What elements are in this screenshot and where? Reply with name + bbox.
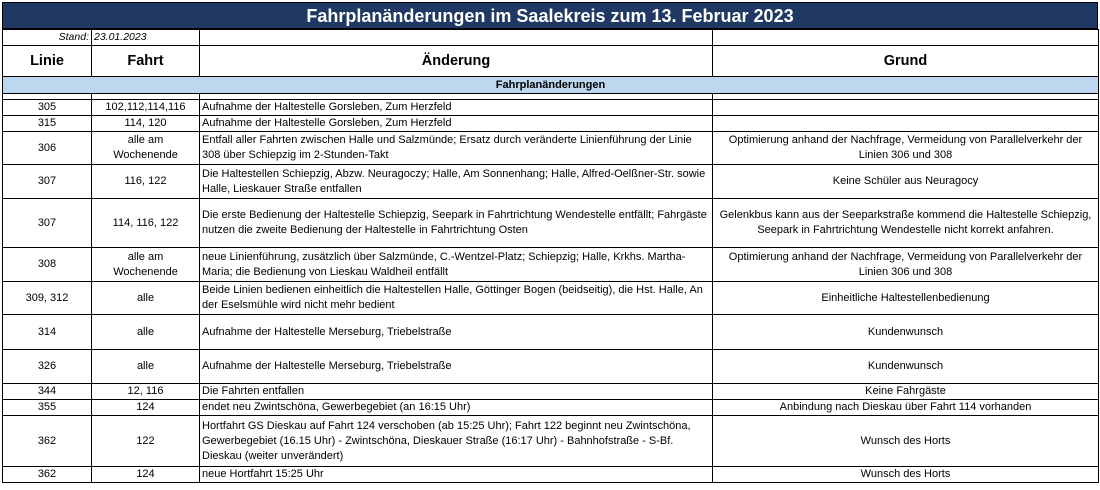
cell-aenderung: Die Haltestellen Schiepzig, Abzw. Neuragoczy; Halle, Am Sonnenhang; Halle, Alfred-Oelßner-Str. sowie Halle, Lieskauer Straße entfallen bbox=[200, 165, 713, 199]
cell-fahrt: alle bbox=[92, 315, 200, 350]
cell-fahrt: 124 bbox=[92, 467, 200, 483]
table-row bbox=[3, 350, 1099, 384]
cell-aenderung: Aufnahme der Haltestelle Merseburg, Triebelstraße bbox=[200, 315, 713, 350]
section-label: Fahrplanänderungen bbox=[3, 77, 1099, 94]
cell-aenderung: Hortfahrt GS Dieskau auf Fahrt 124 verschoben (ab 15:25 Uhr); Fahrt 122 beginnt neu Zwintschöna, Gewerbegebiet (16.15 Uhr) - Zwintschöna, Dieskauer Straße (16:17 Uhr) - Bahnhofstraße - S-Bf. Dieskau (weiter unverändert) bbox=[200, 416, 713, 467]
cell-fahrt: 124 bbox=[92, 400, 200, 416]
cell-linie: 326 bbox=[3, 350, 92, 384]
cell-fahrt: 102,112,114,116 bbox=[92, 100, 200, 116]
table-row bbox=[3, 282, 1099, 315]
cell-grund: Wunsch des Horts bbox=[713, 416, 1099, 467]
header-row bbox=[3, 46, 1099, 77]
cell-linie: 307 bbox=[3, 165, 92, 199]
table-row bbox=[3, 416, 1099, 467]
schedule-changes-table bbox=[2, 29, 1099, 483]
header-grund: Grund bbox=[713, 46, 1099, 77]
cell-grund: Kundenwunsch bbox=[713, 350, 1099, 384]
cell-linie: 307 bbox=[3, 199, 92, 248]
cell-grund: Keine Schüler aus Neuragocy bbox=[713, 165, 1099, 199]
cell-grund: Anbindung nach Dieskau über Fahrt 114 vorhanden bbox=[713, 400, 1099, 416]
cell-grund bbox=[713, 116, 1099, 132]
table-row bbox=[3, 248, 1099, 282]
cell-fahrt: alle am Wochenende bbox=[92, 132, 200, 165]
cell-grund: Wunsch des Horts bbox=[713, 467, 1099, 483]
table-row bbox=[3, 132, 1099, 165]
cell-linie: 344 bbox=[3, 384, 92, 400]
table-row bbox=[3, 315, 1099, 350]
cell-grund bbox=[713, 100, 1099, 116]
cell-fahrt: alle bbox=[92, 282, 200, 315]
table-row bbox=[3, 384, 1099, 400]
cell-linie: 315 bbox=[3, 116, 92, 132]
cell-aenderung: endet neu Zwintschöna, Gewerbegebiet (an 16:15 Uhr) bbox=[200, 400, 713, 416]
empty-cell bbox=[713, 30, 1099, 46]
cell-aenderung: neue Hortfahrt 15:25 Uhr bbox=[200, 467, 713, 483]
cell-aenderung: Aufnahme der Haltestelle Gorsleben, Zum Herzfeld bbox=[200, 116, 713, 132]
cell-linie: 362 bbox=[3, 467, 92, 483]
cell-fahrt: 114, 116, 122 bbox=[92, 199, 200, 248]
cell-linie: 362 bbox=[3, 416, 92, 467]
header-linie: Linie bbox=[3, 46, 92, 77]
header-fahrt: Fahrt bbox=[92, 46, 200, 77]
cell-grund: Kundenwunsch bbox=[713, 315, 1099, 350]
stand-row bbox=[3, 30, 1099, 46]
table-row bbox=[3, 165, 1099, 199]
cell-aenderung: Die erste Bedienung der Haltestelle Schiepzig, Seepark in Fahrtrichtung Wendestelle entfällt; Fahrgäste nutzen die zweite Bedienung der Haltestelle in Fahrtrichtung Osten bbox=[200, 199, 713, 248]
cell-fahrt: 114, 120 bbox=[92, 116, 200, 132]
cell-linie: 305 bbox=[3, 100, 92, 116]
stand-date: 23.01.2023 bbox=[92, 30, 200, 46]
empty-cell bbox=[200, 30, 713, 46]
cell-aenderung: Aufnahme der Haltestelle Merseburg, Triebelstraße bbox=[200, 350, 713, 384]
cell-fahrt: 122 bbox=[92, 416, 200, 467]
cell-grund: Einheitliche Haltestellenbedienung bbox=[713, 282, 1099, 315]
table-row bbox=[3, 400, 1099, 416]
header-aenderung: Änderung bbox=[200, 46, 713, 77]
cell-linie: 314 bbox=[3, 315, 92, 350]
table-row bbox=[3, 116, 1099, 132]
document-title: Fahrplanänderungen im Saalekreis zum 13. Februar 2023 bbox=[2, 2, 1098, 29]
cell-fahrt: alle am Wochenende bbox=[92, 248, 200, 282]
cell-aenderung: Aufnahme der Haltestelle Gorsleben, Zum Herzfeld bbox=[200, 100, 713, 116]
cell-fahrt: 12, 116 bbox=[92, 384, 200, 400]
spreadsheet bbox=[2, 2, 1098, 483]
cell-fahrt: alle bbox=[92, 350, 200, 384]
stand-label: Stand: bbox=[3, 30, 92, 46]
cell-grund: Keine Fahrgäste bbox=[713, 384, 1099, 400]
cell-fahrt: 116, 122 bbox=[92, 165, 200, 199]
cell-aenderung: Entfall aller Fahrten zwischen Halle und Salzmünde; Ersatz durch veränderte Linienführung der Linie 308 über Schiepzig im 2-Stunden-Takt bbox=[200, 132, 713, 165]
cell-aenderung: Beide Linien bedienen einheitlich die Haltestellen Halle, Göttinger Bogen (beidseitig), die Hst. Halle, An der Eselsmühle wird nicht mehr bedient bbox=[200, 282, 713, 315]
cell-linie: 308 bbox=[3, 248, 92, 282]
cell-grund: Optimierung anhand der Nachfrage, Vermeidung von Parallelverkehr der Linien 306 und 308 bbox=[713, 248, 1099, 282]
cell-grund: Gelenkbus kann aus der Seeparkstraße kommend die Haltestelle Schiepzig, Seepark in Fahrtrichtung Wendestelle nicht korrekt anfahren. bbox=[713, 199, 1099, 248]
cell-aenderung: neue Linienführung, zusätzlich über Salzmünde, C.-Wentzel-Platz; Schiepzig; Halle, Krkhs. Martha-Maria; die Bedienung von Lieskau Waldheil entfällt bbox=[200, 248, 713, 282]
cell-grund: Optimierung anhand der Nachfrage, Vermeidung von Parallelverkehr der Linien 306 und 308 bbox=[713, 132, 1099, 165]
table-row bbox=[3, 467, 1099, 483]
cell-aenderung: Die Fahrten entfallen bbox=[200, 384, 713, 400]
cell-linie: 309, 312 bbox=[3, 282, 92, 315]
cell-linie: 306 bbox=[3, 132, 92, 165]
table-row bbox=[3, 199, 1099, 248]
table-row bbox=[3, 100, 1099, 116]
cell-linie: 355 bbox=[3, 400, 92, 416]
section-row bbox=[3, 77, 1099, 94]
